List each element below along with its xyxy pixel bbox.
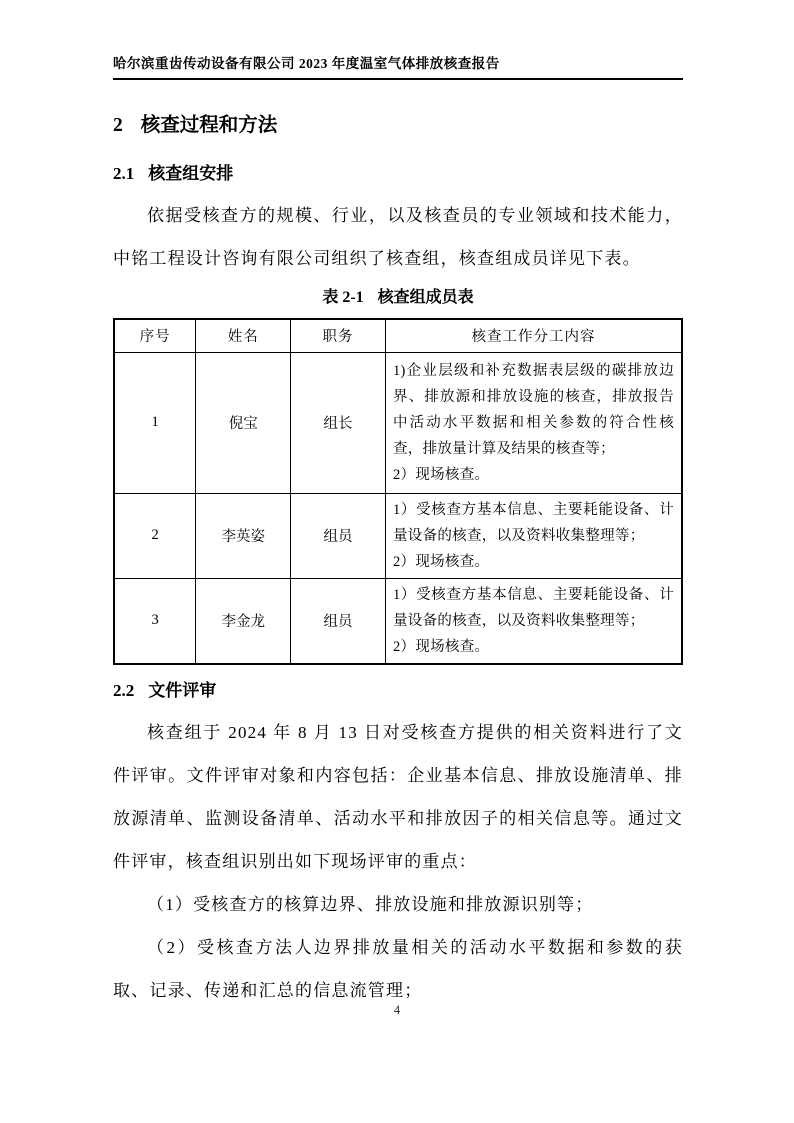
col-header-no: 序号 (114, 319, 196, 352)
duty-line: 2）现场核查。 (392, 553, 490, 570)
cell-name: 倪宝 (196, 352, 291, 493)
duty-line: 2）现场核查。 (392, 638, 490, 655)
review-focus-item-1: （1）受核查方的核算边界、排放设施和排放源识别等； (147, 894, 594, 914)
cell-role: 组员 (291, 493, 386, 578)
table-caption-title: 核查组成员表 (377, 289, 474, 306)
col-header-role: 职务 (291, 319, 386, 352)
section-2-2-heading (113, 679, 683, 703)
cell-name: 李英姿 (196, 493, 291, 578)
page-number: 4 (393, 1003, 401, 1017)
cell-role: 组员 (291, 578, 386, 664)
table-row (114, 352, 682, 493)
review-focus-item-2: （2）受核查方法人边界排放量相关的活动水平数据和参数的获取、记录、传递和汇总的信息流管理； (113, 937, 683, 1000)
cell-duties (385, 578, 682, 664)
table-header-row (114, 319, 682, 352)
section-2-heading (113, 113, 683, 139)
section-2-1-paragraph: 依据受核查方的规模、行业，以及核查员的专业领域和技术能力，中铭工程设计咨询有限公司组织了核查组，核查组成员详见下表。 (113, 206, 683, 268)
section-2-1-heading (113, 162, 683, 186)
running-header-title: 哈尔滨重齿传动设备有限公司 2023 年度温室气体排放核查报告 (113, 56, 500, 71)
section-2-1-title: 核查组安排 (148, 164, 234, 183)
cell-duties (385, 493, 682, 578)
duty-line: 1）受核查方基本信息、主要耗能设备、计量设备的核查，以及资料收集整理等； (392, 586, 674, 629)
section-2-number: 2 (113, 115, 123, 136)
section-2-2-number: 2.2 (113, 680, 135, 700)
cell-duties (385, 352, 682, 493)
cell-no: 1 (114, 352, 196, 493)
section-2-2-title: 文件评审 (148, 680, 217, 700)
table-row (114, 578, 682, 664)
section-2-2-paragraph: 核查组于 2024 年 8 月 13 日对受核查方提供的相关资料进行了文件评审。文件评审对象和内容包括：企业基本信息、排放设施清单、排放源清单、监测设备清单、活动水平和排放因子的相关信息等。通过文件评审，核查组识别出如下现场评审的重点： (113, 722, 683, 871)
verification-team-table (113, 318, 683, 665)
cell-role: 组长 (291, 352, 386, 493)
duty-line: 2）现场核查。 (392, 466, 490, 483)
cell-name: 李金龙 (196, 578, 291, 664)
col-header-name: 姓名 (196, 319, 291, 352)
table-caption (113, 286, 683, 310)
section-2-title: 核查过程和方法 (140, 115, 278, 136)
running-header (113, 0, 683, 80)
section-2-1-number: 2.1 (113, 164, 135, 183)
duty-line: 1)企业层级和补充数据表层级的碳排放边界、排放源和排放设施的核查，排放报告中活动水平数据和相关参数的符合性核查，排放量计算及结果的核查等； (392, 362, 674, 457)
table-caption-number: 表 2-1 (322, 289, 364, 306)
cell-no: 2 (114, 493, 196, 578)
cell-no: 3 (114, 578, 196, 664)
table-row (114, 493, 682, 578)
col-header-duty: 核查工作分工内容 (385, 319, 682, 352)
duty-line: 1）受核查方基本信息、主要耗能设备、计量设备的核查，以及资料收集整理等； (392, 501, 674, 544)
